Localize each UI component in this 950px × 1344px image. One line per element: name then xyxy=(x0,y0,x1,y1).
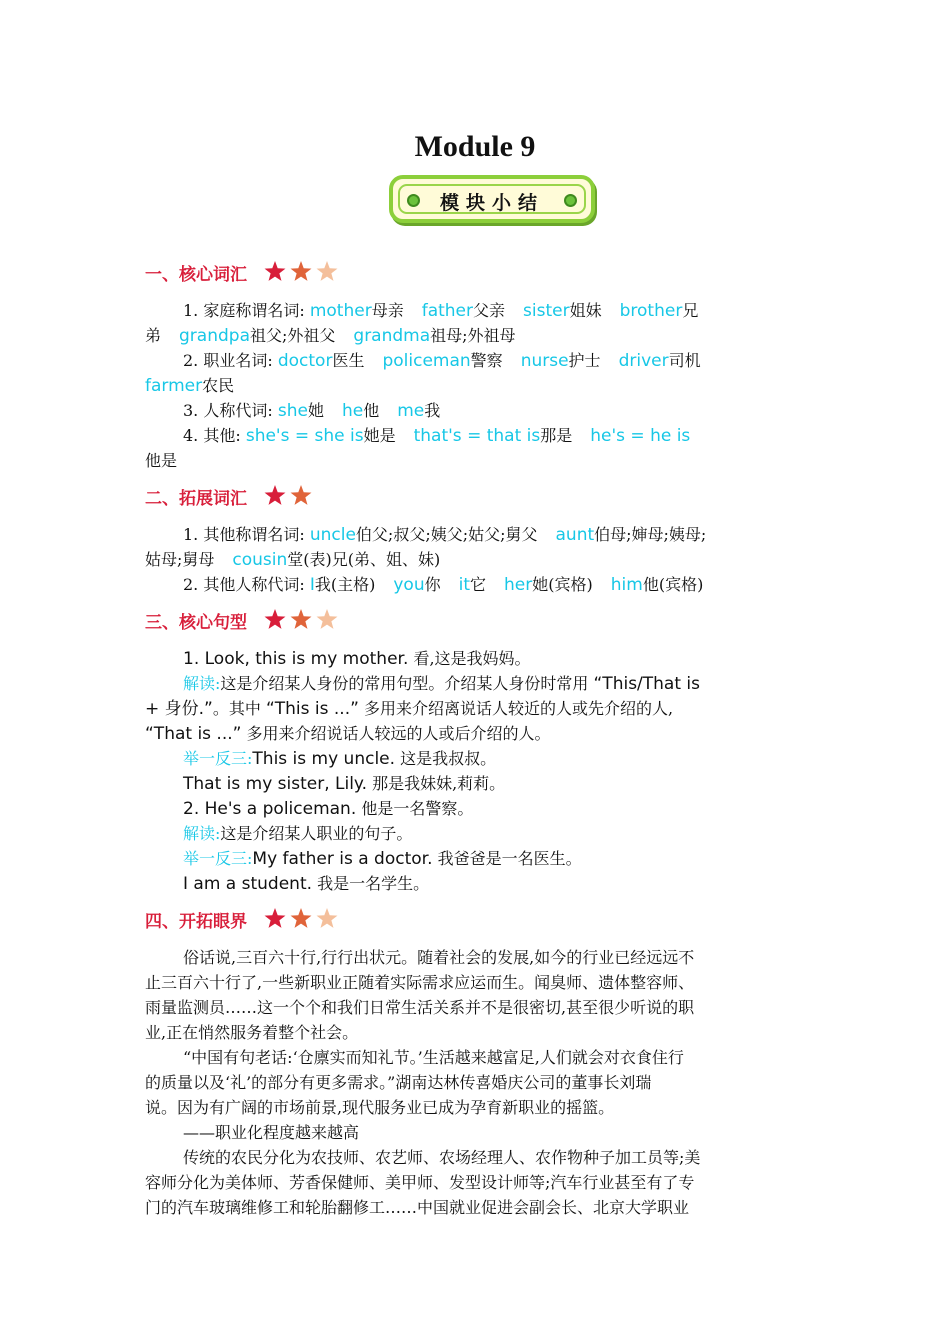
star-icon xyxy=(291,485,312,505)
sentence-2-explanation: 解读:这是介绍某人职业的句子。 xyxy=(183,824,413,843)
reading-paragraph-1-line-2: 止三百六十行了,一些新职业正随着实际需求应运而生。闻臭师、遗体整容师、 xyxy=(145,973,695,992)
star-rating xyxy=(263,484,345,513)
core-words-line-7: 他是 xyxy=(145,451,178,470)
reading-paragraph-1-line-1: 俗话说,三百六十行,行行出状元。随着社会的发展,如今的行业已经远远不 xyxy=(183,948,695,967)
section-heading-text: 三、核心句型 xyxy=(145,613,247,633)
star-icon xyxy=(291,261,312,281)
section-heading-extended-words xyxy=(145,484,345,514)
star-icon xyxy=(317,261,338,281)
core-words-line-2: 弟 grandpa祖父;外祖父 grandma祖母;外祖母 xyxy=(145,326,516,346)
reading-paragraph-1-line-3: 雨量监测员……这一个个和我们日常生活关系并不是很密切,甚至很少听说的职 xyxy=(145,998,695,1017)
reading-paragraph-2-line-2: 的质量以及‘礼’的部分有更多需求。”湖南达林传喜婚庆公司的董事长刘瑞 xyxy=(145,1073,652,1092)
reading-subheading: ——职业化程度越来越高 xyxy=(183,1123,360,1142)
ext-words-line-2: 姑母;舅母 cousin堂(表)兄(弟、姐、妹) xyxy=(145,550,441,570)
reading-paragraph-2-line-3: 说。因为有广阔的市场前景,现代服务业已成为孕育新职业的摇篮。 xyxy=(145,1098,615,1117)
star-icon xyxy=(265,609,286,629)
star-rating xyxy=(263,608,345,637)
star-rating-graphic xyxy=(263,608,345,632)
star-icon xyxy=(265,261,286,281)
section-heading-text: 一、核心词汇 xyxy=(145,265,247,285)
core-words-line-3: 2. 职业名词: doctor医生 policeman警察 nurse护士 driver司机 xyxy=(183,351,701,371)
star-icon xyxy=(317,609,338,629)
ext-words-line-3: 2. 其他人称代词: I我(主格) you你 it它 her她(宾格) him他(宾格) xyxy=(183,575,704,595)
star-rating-graphic xyxy=(263,260,345,284)
sentence-1-explanation-line-3: “That is ...” 多用来介绍说话人较远的人或后介绍的人。 xyxy=(145,724,551,744)
reading-paragraph-3-line-1: 传统的农民分化为农技师、农艺师、农场经理人、农作物种子加工员等;美 xyxy=(183,1148,701,1167)
section-heading-text: 四、开拓眼界 xyxy=(145,912,247,932)
reading-paragraph-2-line-1: “中国有句老话:‘仓廪实而知礼节。’生活越来越富足,人们就会对衣食住行 xyxy=(183,1048,684,1067)
sentence-1-explanation-line-1: 解读:这是介绍某人身份的常用句型。介绍某人身份时常用 “This/That is xyxy=(183,674,700,694)
star-rating-graphic xyxy=(263,484,345,508)
section-heading-broaden-horizons xyxy=(145,907,345,937)
section-heading-text: 二、拓展词汇 xyxy=(145,489,247,509)
core-words-line-6: 4. 其他: she's = she is她是 that's = that is那是 he's = he is xyxy=(183,426,691,446)
star-rating xyxy=(263,907,345,936)
star-icon xyxy=(317,908,338,928)
sentence-1-explanation-line-2: + 身份.”。其中 “This is ...” 多用来介绍离说话人较近的人或先介绍的人, xyxy=(145,699,674,719)
sentence-1-example-1: 举一反三:This is my uncle. 这是我叔叔。 xyxy=(183,749,497,769)
ext-words-line-1: 1. 其他称谓名词: uncle伯父;叔父;姨父;姑父;舅父 aunt伯母;婶母;姨母; xyxy=(183,525,707,545)
sentence-2: 2. He's a policeman. 他是一名警察。 xyxy=(183,799,474,819)
sentence-1-example-2: That is my sister, Lily. 那是我妹妹,莉莉。 xyxy=(183,774,506,794)
reading-paragraph-1-line-4: 业,正在悄然服务着整个社会。 xyxy=(145,1023,359,1042)
sentence-2-example-1: 举一反三:My father is a doctor. 我爸爸是一名医生。 xyxy=(183,849,582,869)
star-rating xyxy=(263,260,345,289)
reading-paragraph-3-line-2: 容师分化为美体师、芳香保健师、美甲师、发型设计师等;汽车行业甚至有了专 xyxy=(145,1173,695,1192)
section-heading-core-sentences xyxy=(145,608,345,638)
core-words-line-5: 3. 人称代词: she她 he他 me我 xyxy=(183,401,441,421)
sentence-2-example-2: I am a student. 我是一名学生。 xyxy=(183,874,430,894)
page-title: Module 9 xyxy=(414,130,536,163)
module-summary-badge xyxy=(389,175,595,223)
sentence-1: 1. Look, this is my mother. 看,这是我妈妈。 xyxy=(183,649,531,669)
star-icon xyxy=(265,485,286,505)
core-words-line-1: 1. 家庭称谓名词: mother母亲 father父亲 sister姐妹 brother兄 xyxy=(183,301,699,321)
star-icon xyxy=(291,609,312,629)
reading-paragraph-3-line-3: 门的汽车玻璃维修工和轮胎翻修工……中国就业促进会副会长、北京大学职业 xyxy=(145,1198,690,1217)
section-heading-core-words xyxy=(145,260,345,290)
green-dot-icon xyxy=(564,194,577,207)
star-rating-graphic xyxy=(263,907,345,931)
core-words-line-4: farmer农民 xyxy=(145,376,235,396)
star-icon xyxy=(265,908,286,928)
badge-label: 模块小结 xyxy=(439,192,544,214)
star-icon xyxy=(291,908,312,928)
